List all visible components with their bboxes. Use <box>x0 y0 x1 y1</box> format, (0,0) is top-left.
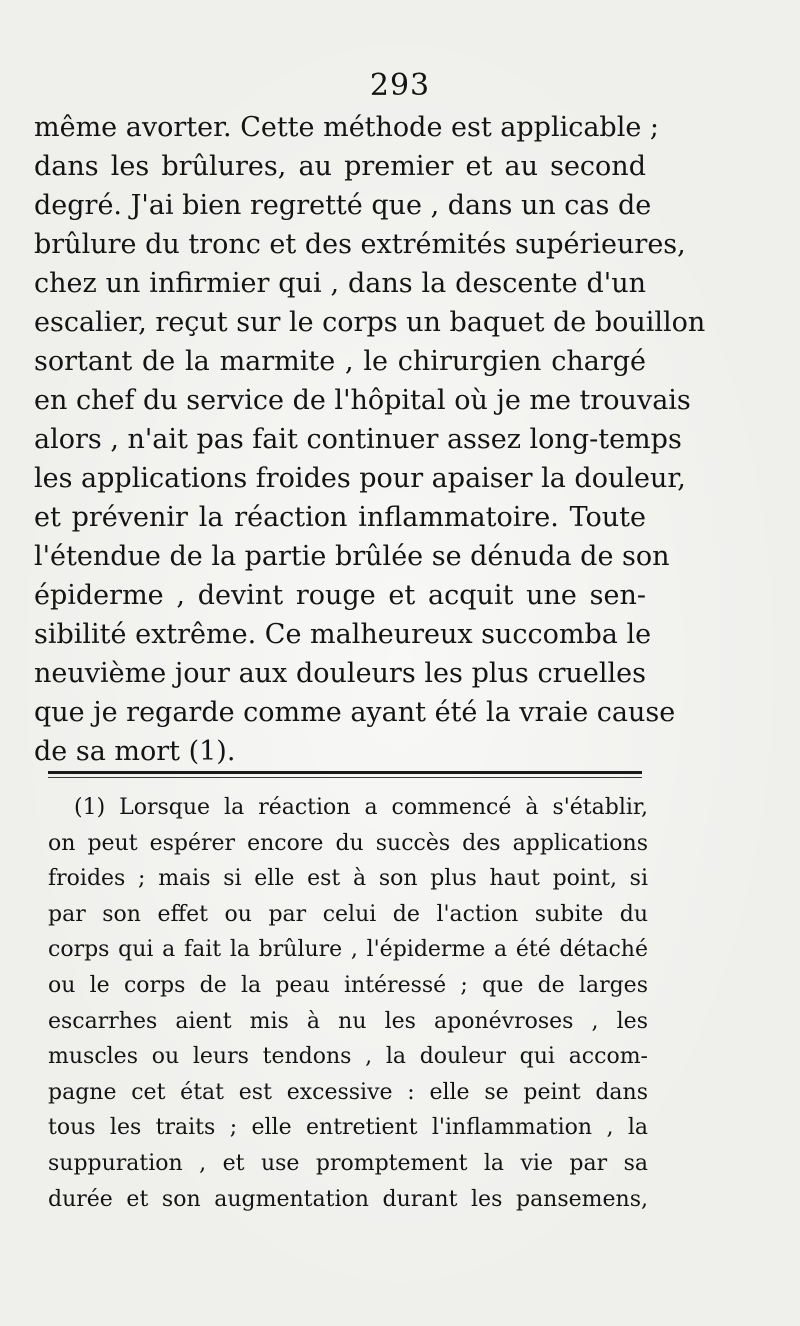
main-text-block <box>34 108 706 771</box>
footnote-line: suppuration , et use promptement la vie par sa <box>48 1150 648 1176</box>
footnote-line: par son effet ou par celui de l'action subite du <box>48 901 648 927</box>
text-line: degré. J'ai bien regretté que , dans un cas de <box>34 190 652 221</box>
footnote-line: durée et son augmentation durant les pansemens, <box>48 1186 648 1212</box>
text-line: brûlure du tronc et des extrémités supérieures, <box>34 229 686 260</box>
footnote-line: muscles ou leurs tendons , la douleur qui accom- <box>48 1044 648 1070</box>
text-line: l'étendue de la partie brûlée se dénuda de son <box>34 541 670 572</box>
footnote-line: escarrhes aient mis à nu les aponévroses , les <box>48 1008 648 1034</box>
text-line: sortant de la marmite , le chirurgien chargé <box>34 346 646 377</box>
text-line: de sa mort (1). <box>34 736 236 767</box>
footnote-separator-rule-thin <box>48 777 642 778</box>
text-line: escalier, reçut sur le corps un baquet de bouillon <box>34 307 706 338</box>
text-line: dans les brûlures, au premier et au second <box>34 151 646 182</box>
footnote-line: pagne cet état est excessive : elle se peint dans <box>48 1079 648 1105</box>
text-line: les applications froides pour apaiser la douleur, <box>34 463 686 494</box>
footnote-line: ou le corps de la peau intéressé ; que de larges <box>48 972 648 998</box>
footnote-block <box>48 790 648 1217</box>
footnote-line: (1) Lorsque la réaction a commencé à s'établir, <box>74 795 648 820</box>
page-number: 293 <box>369 68 431 103</box>
text-line: épiderme , devint rouge et acquit une sen- <box>34 580 646 611</box>
footnote-line: corps qui a fait la brûlure , l'épiderme a été détaché <box>48 937 648 963</box>
text-line: neuvième jour aux douleurs les plus cruelles <box>34 658 646 689</box>
footnote-separator-rule <box>48 771 642 774</box>
text-line: chez un infirmier qui , dans la descente d'un <box>34 268 646 299</box>
text-line: sibilité extrême. Ce malheureux succomba le <box>34 619 652 650</box>
text-line: alors , n'ait pas fait continuer assez long-temps <box>34 424 682 455</box>
text-line: même avorter. Cette méthode est applicable ; <box>34 112 660 143</box>
footnote-line: on peut espérer encore du succès des applications <box>48 830 648 856</box>
text-line: en chef du service de l'hôpital où je me trouvais <box>34 385 691 416</box>
text-line: et prévenir la réaction inflammatoire. Toute <box>34 502 646 533</box>
text-line: que je regarde comme ayant été la vraie cause <box>34 697 676 728</box>
footnote-line: froides ; mais si elle est à son plus haut point, si <box>48 866 648 892</box>
footnote-line: tous les traits ; elle entretient l'inflammation , la <box>48 1115 648 1141</box>
